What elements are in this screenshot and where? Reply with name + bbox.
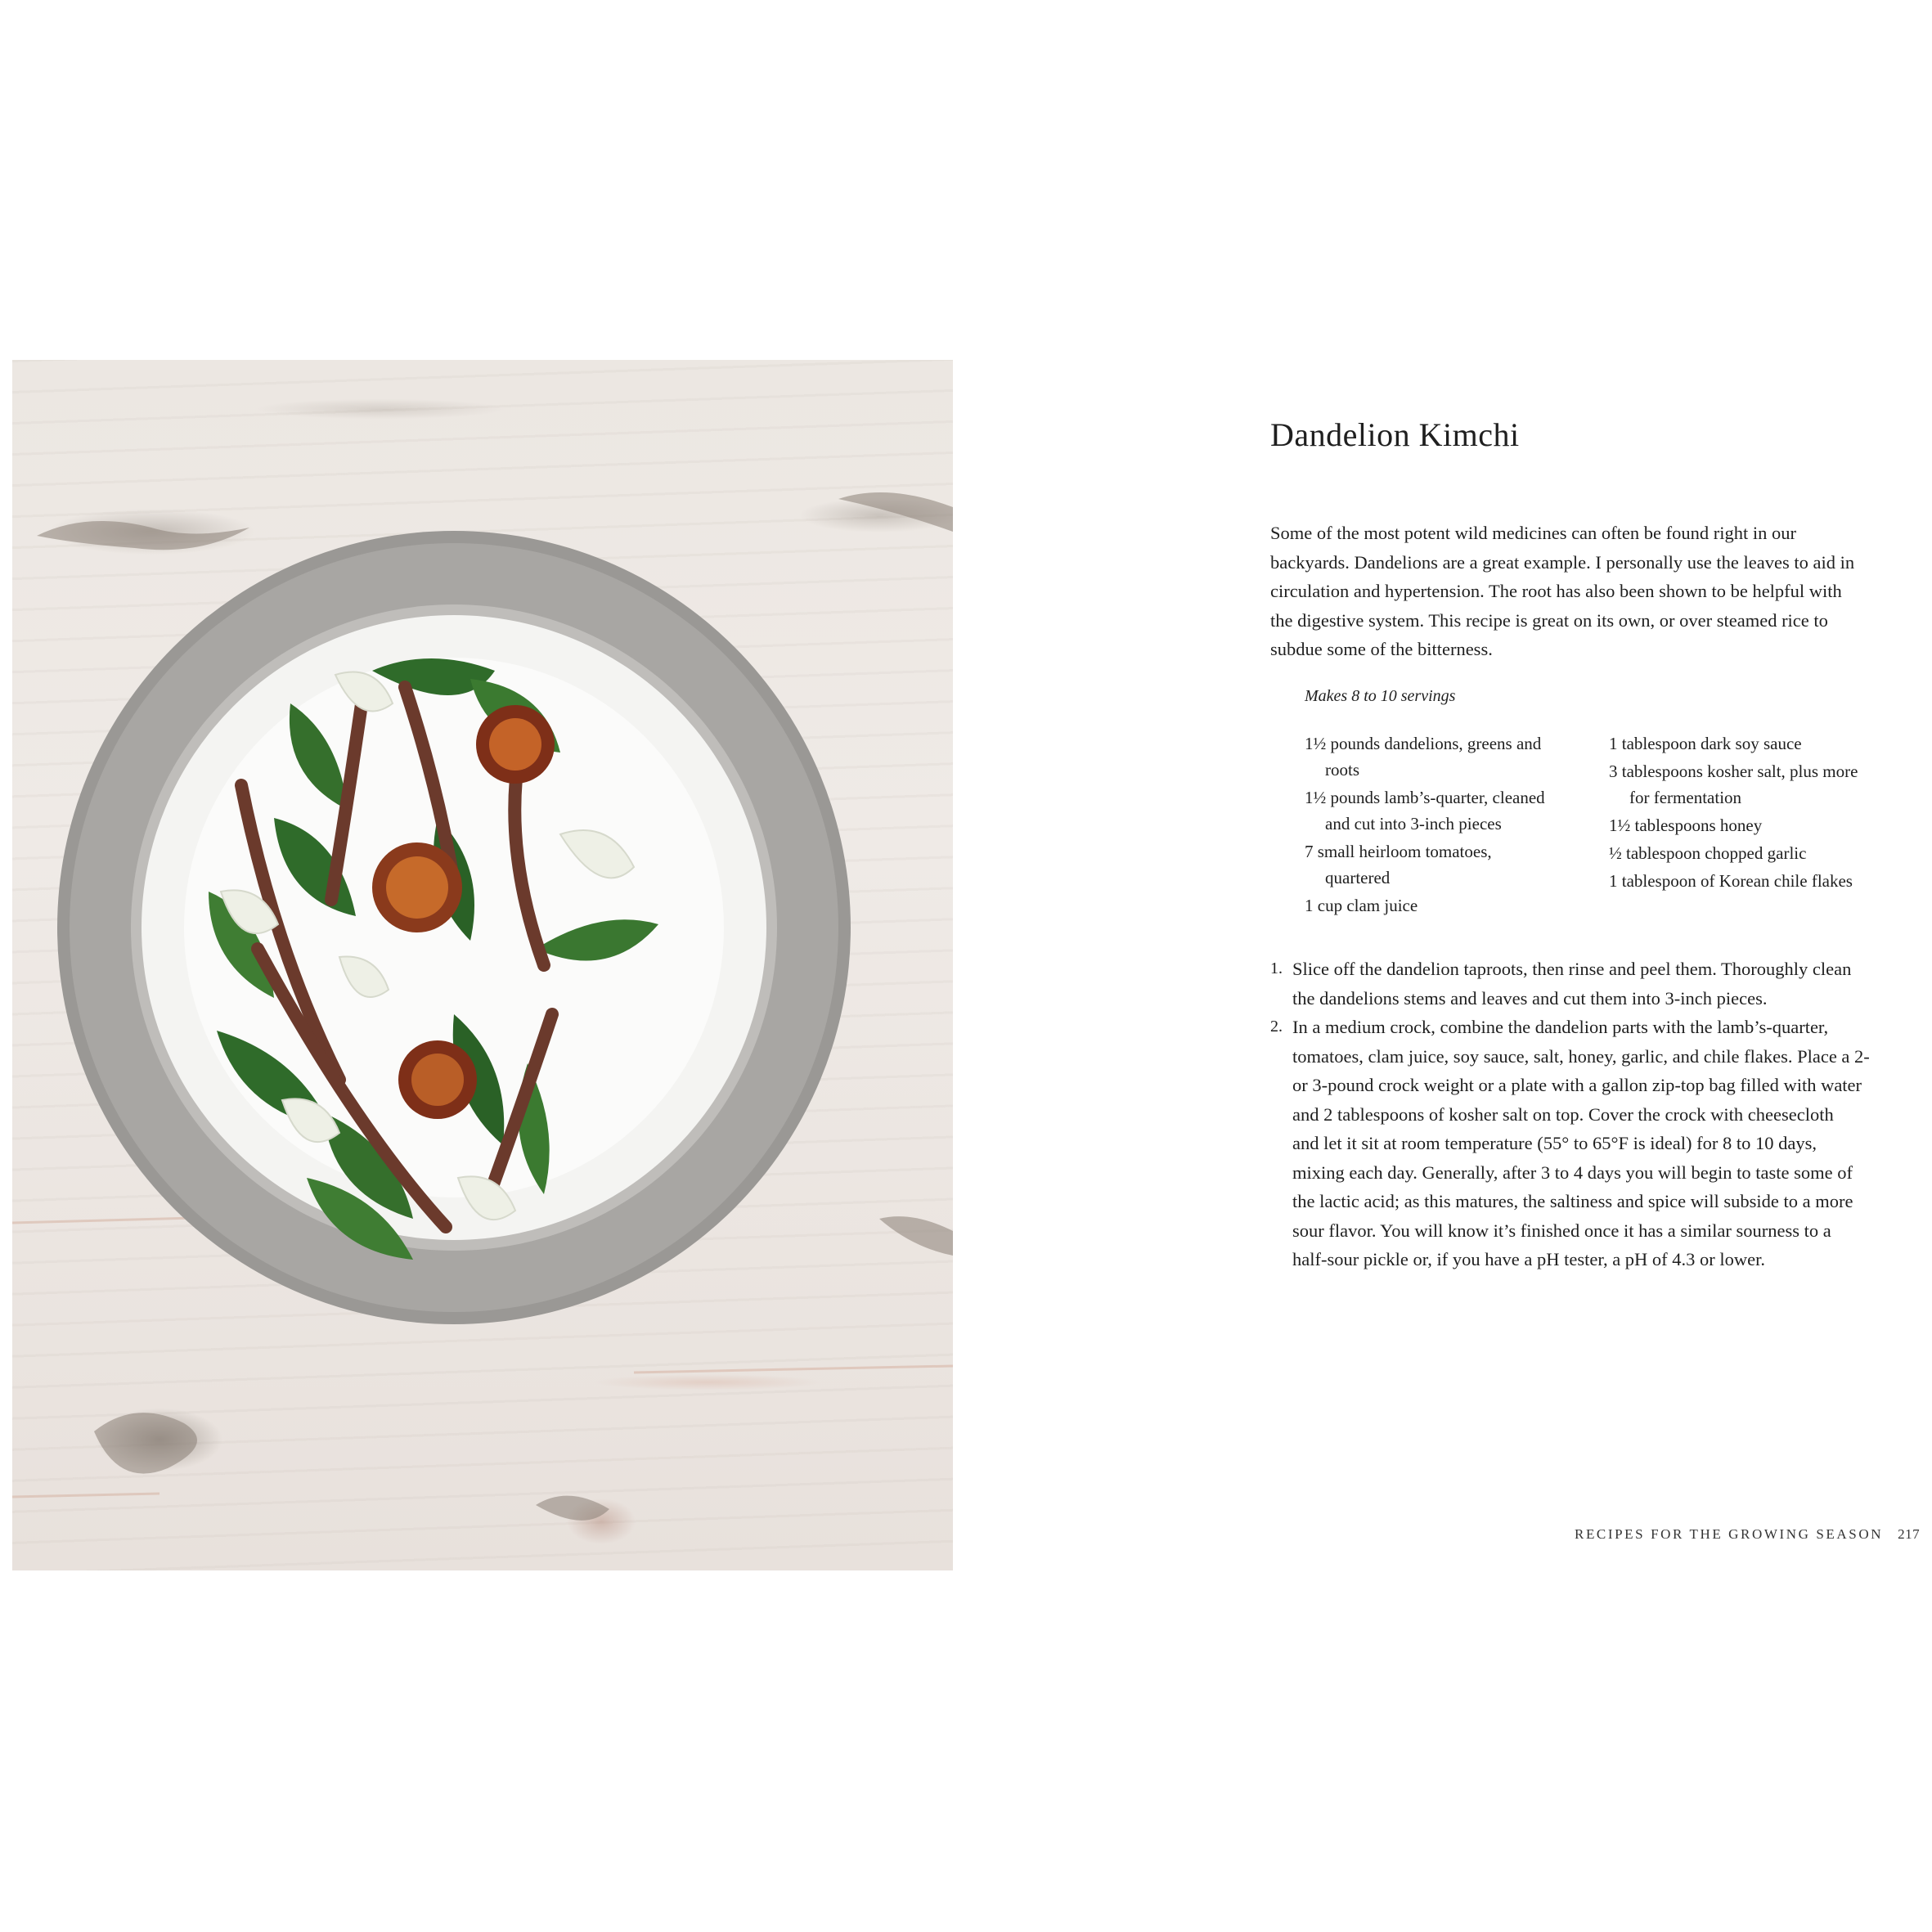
ingredient-line: 1 cup clam juice: [1305, 896, 1418, 915]
ingredient-line: 1½ pounds dandelions, greens and: [1305, 734, 1542, 753]
step-line: and 2 tablespoons of kosher salt on top. Cover the crock with cheesecloth: [1292, 1103, 1834, 1125]
ingredient-list-left: [1305, 730, 1591, 920]
intro-line: the digestive system. This recipe is great on its own, or over steamed rice to: [1270, 609, 1828, 631]
step-line: mixing each day. Generally, after 3 to 4 days you will begin to taste some of: [1292, 1161, 1853, 1183]
step-line: or 3-pound crock weight or a plate with a gallon zip-top bag filled with water: [1292, 1075, 1862, 1095]
ingredient-line: 1½ pounds lamb’s-quarter, cleaned: [1305, 788, 1545, 807]
ingredient-line: quartered: [1325, 868, 1391, 887]
intro-line: Some of the most potent wild medicines can often be found right in our: [1270, 523, 1796, 543]
step-line: tomatoes, clam juice, soy sauce, salt, honey, garlic, and chile flakes. Place a 2-: [1292, 1045, 1870, 1067]
step-line: half-sour pickle or, if you have a pH tester, a pH of 4.3 or lower.: [1292, 1249, 1766, 1269]
recipe-title: Dandelion Kimchi: [1270, 416, 1520, 453]
step-line: and let it sit at room temperature (55° to 65°F is ideal) for 8 to 10 days,: [1292, 1133, 1817, 1153]
ingredient-line: 3 tablespoons kosher salt, plus more: [1609, 762, 1858, 781]
recipe-yield: Makes 8 to 10 servings: [1305, 687, 1456, 705]
step-line: In a medium crock, combine the dandelion parts with the lamb’s-quarter,: [1292, 1017, 1829, 1037]
ingredient-item: [1305, 784, 1591, 837]
step-number: 1.: [1270, 959, 1283, 977]
step-line: sour flavor. You will know it’s finished once it has a similar sourness to a: [1292, 1220, 1831, 1241]
recipe-intro: [1270, 519, 1916, 664]
step-number: 2.: [1270, 1018, 1283, 1036]
running-footer: [1575, 1526, 1920, 1543]
intro-line: circulation and hypertension. The root has also been shown to be helpful with: [1270, 581, 1842, 601]
ingredient-item: [1609, 730, 1920, 757]
ingredient-item: [1305, 892, 1591, 919]
ingredient-line: ½ tablespoon chopped garlic: [1609, 843, 1807, 863]
ingredient-line: 7 small heirloom tomatoes,: [1305, 842, 1492, 861]
ingredient-line: 1½ tablespoons honey: [1609, 815, 1763, 835]
ingredient-line: roots: [1325, 760, 1359, 780]
instruction-steps: [1270, 955, 1925, 1274]
section-title: RECIPES FOR THE GROWING SEASON: [1575, 1526, 1884, 1542]
step-line: the lactic acid; as this matures, the saltiness and spice will subside to a more: [1292, 1191, 1853, 1211]
ingredient-item: [1609, 758, 1920, 811]
intro-line: subdue some of the bitterness.: [1270, 639, 1493, 659]
step-line: the dandelions stems and leaves and cut them into 3-inch pieces.: [1292, 987, 1768, 1009]
ingredient-line: for fermentation: [1629, 788, 1742, 807]
instruction-step: [1270, 1013, 1925, 1274]
ingredient-item: [1305, 838, 1591, 891]
ingredient-item: [1609, 812, 1920, 838]
ingredient-item: [1305, 730, 1591, 783]
ingredient-item: [1609, 840, 1920, 866]
ingredient-line: and cut into 3-inch pieces: [1325, 814, 1502, 833]
ingredient-line: 1 tablespoon dark soy sauce: [1609, 734, 1802, 753]
plated-kimchi-illustration: [12, 360, 953, 1570]
page-number: 217: [1898, 1526, 1921, 1542]
ingredient-line: 1 tablespoon of Korean chile flakes: [1609, 871, 1853, 891]
dish-photo: [12, 360, 953, 1570]
instruction-step: [1270, 955, 1925, 1013]
step-line: Slice off the dandelion taproots, then rinse and peel them. Thoroughly clean: [1292, 959, 1852, 979]
ingredient-item: [1609, 868, 1920, 894]
intro-line: backyards. Dandelions are a great example. I personally use the leaves to aid in: [1270, 551, 1855, 573]
ingredient-list-right: [1609, 730, 1920, 896]
